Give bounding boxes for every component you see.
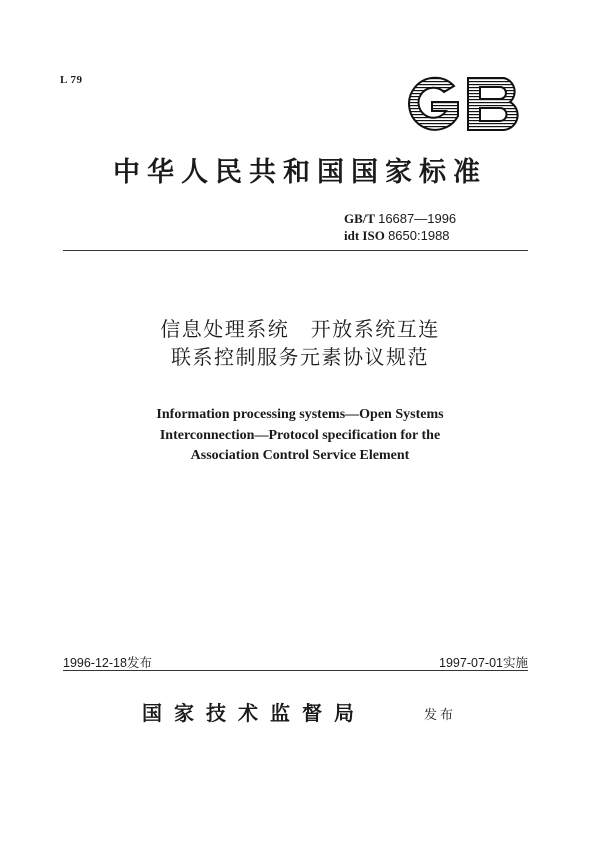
implementation-date [439, 653, 528, 671]
idt-prefix: idt ISO [344, 228, 385, 243]
title-chinese [0, 315, 600, 371]
implementation-date-label: 实施 [502, 656, 528, 670]
title-cn-line2: 联系控制服务元素协议规范 [171, 345, 429, 369]
standard-codes [344, 210, 528, 244]
idt-number: 8650:1988 [388, 228, 450, 243]
title-english [0, 405, 600, 467]
title-en-line3: Association Control Service Element [190, 448, 410, 463]
standard-header: 中华人民共和国国家标准 [113, 157, 487, 188]
title-cn-line1: 信息处理系统 开放系统互连 [160, 317, 440, 341]
issue-date-label: 发布 [126, 656, 152, 670]
title-en-line1: Information processing systems—Open Systems [156, 407, 444, 422]
standard-prefix: GB/T [344, 211, 375, 226]
gb-logo-letters [409, 78, 518, 130]
standard-number: 16687—1996 [378, 211, 457, 226]
issuer-name: 国家技术监督局 [142, 701, 366, 725]
bottom-divider [63, 670, 528, 671]
title-en-line2: Interconnection—Protocol specification for the [159, 427, 441, 443]
idt-line [344, 227, 528, 244]
issue-date-value: 1996-12-18 [63, 656, 127, 670]
top-divider [63, 250, 528, 251]
classification-code: L 79 [60, 74, 83, 86]
issuer-action: 发布 [424, 708, 457, 723]
gb-logo [400, 72, 528, 136]
implementation-date-value: 1997-07-01 [439, 656, 503, 670]
standard-number-line [344, 210, 528, 227]
issue-date [63, 653, 152, 671]
